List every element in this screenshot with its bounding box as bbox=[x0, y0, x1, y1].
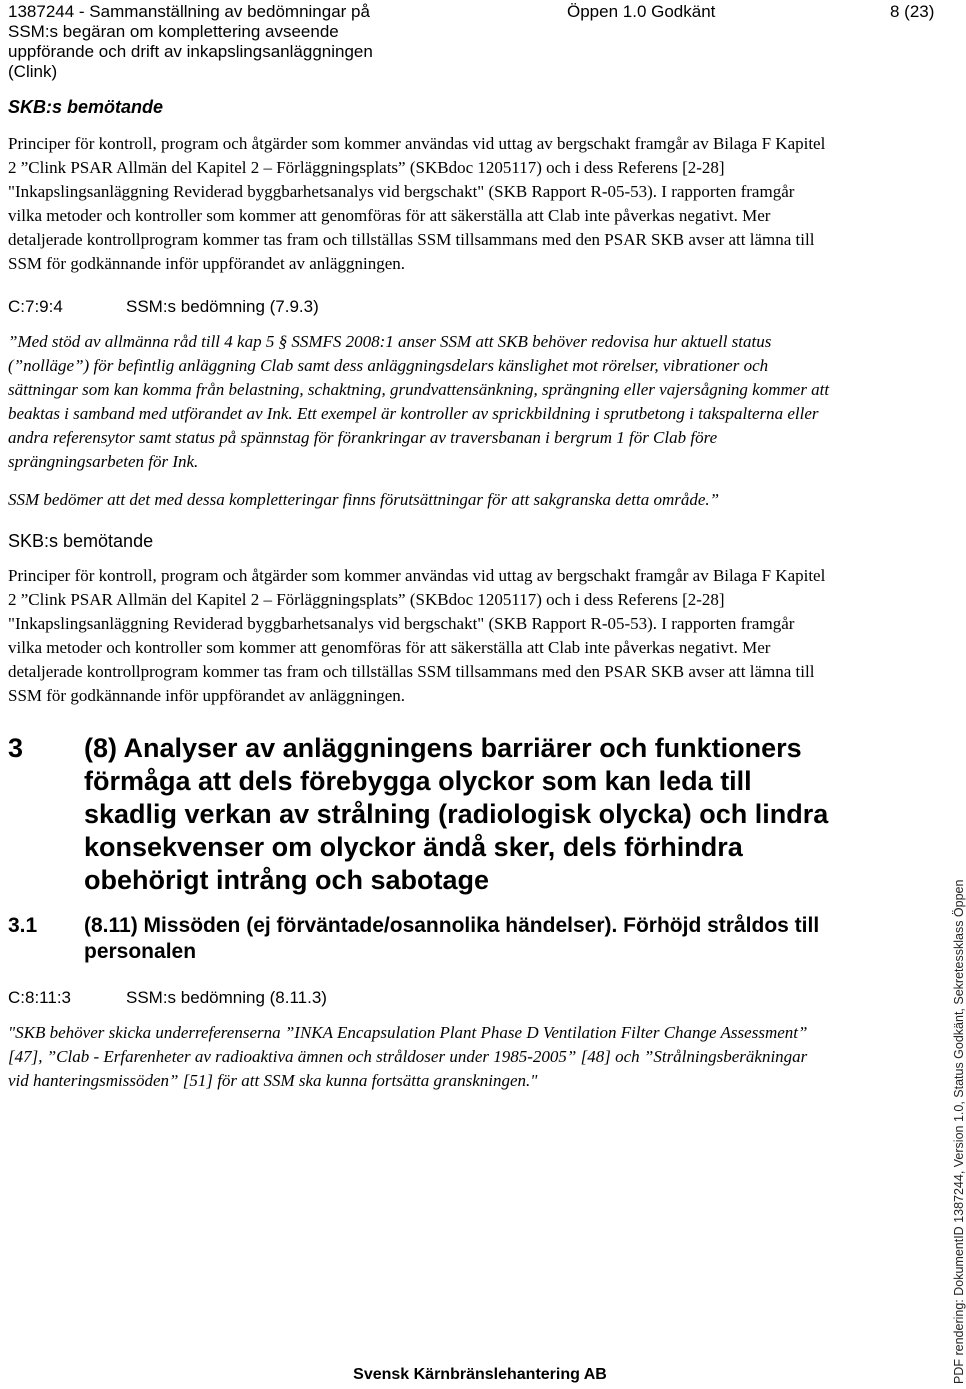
header-title-line-4: (Clink) bbox=[8, 62, 58, 81]
block2-paragraph: Principer för kontroll, program och åtgärder som kommer användas vid uttag av bergschakt framgår av Bilaga F Kapitel 2 ”Clink PSAR Allmän del Kapitel 2 – Förläggningsplats” (SKBdoc 1205117) och i dess Referens [2-28] "Inkapslingsanläggning Reviderad byggbarhetsanalys vid bergschakt" (SKB Rapport R-05-53). I rapporten framgår vilka metoder och kontroller som kommer att genomföras för att säkerställa att Clab inte påverkas negativt. Mer detaljerade kontrollprogram kommer tas fram och tillställas SSM tillsammans med den PSAR SKB avser att lämna till SSM för godkännande inför uppförandet av anläggningen. bbox=[8, 566, 826, 705]
section-3-1-number: 3.1 bbox=[8, 914, 38, 937]
block2-heading: SKB:s bemötande bbox=[8, 531, 154, 551]
page-content bbox=[8, 96, 830, 1093]
assessment2-heading bbox=[8, 987, 830, 1009]
block1-heading: SKB:s bemötande bbox=[8, 97, 164, 117]
header-title-line-3: uppförande och drift av inkapslingsanläggningen bbox=[8, 42, 373, 61]
section-3-heading bbox=[8, 732, 830, 897]
block1-paragraph: Principer för kontroll, program och åtgärder som kommer användas vid uttag av bergschakt framgår av Bilaga F Kapitel 2 ”Clink PSAR Allmän del Kapitel 2 – Förläggningsplats” (SKBdoc 1205117) och i dess Referens [2-28] "Inkapslingsanläggning Reviderad byggbarhetsanalys vid bergschakt" (SKB Rapport R-05-53). I rapporten framgår vilka metoder och kontroller som kommer att genomföras för att säkerställa att Clab inte påverkas negativt. Mer detaljerade kontrollprogram kommer tas fram och tillställas SSM tillsammans med den PSAR SKB avser att lämna till SSM för godkännande inför uppförandet av anläggningen. bbox=[8, 134, 826, 273]
header-status: Öppen 1.0 Godkänt bbox=[567, 2, 716, 21]
assessment1-code: C:7:9:4 bbox=[8, 297, 63, 316]
page-footer: Svensk Kärnbränslehantering AB bbox=[353, 1366, 607, 1383]
document-header bbox=[8, 2, 568, 82]
section-3-1-title: (8.11) Missöden (ej förväntade/osannolika händelser). Förhöjd stråldos till personalen bbox=[84, 914, 820, 963]
assessment1-quote-paragraph-1: ”Med stöd av allmänna råd till 4 kap 5 § SSMFS 2008:1 anser SSM att SKB behöver redovisa hur aktuell status (”nolläge”) för befintlig anläggning Clab samt dess anläggningsdelars känslighet mot rörelser, vibrationer och sättningar som kan komma från belastning, schaktning, grundvattensänkning, sprängning eller vajersågning kommer att beaktas i samband med utförandet av Ink. Ett exempel är kontroller av sprickbildning i sprutbetong i takspalterna eller andra referensytor samt status på spännstag för förankringar av traversbanan i bergrum 1 för Clab före sprängningsarbeten för Ink. bbox=[8, 332, 830, 471]
assessment1-heading bbox=[8, 296, 830, 318]
header-page-number: 8 (23) bbox=[890, 2, 935, 21]
assessment1-quote-paragraph-2: SSM bedömer att det med dessa kompletteringar finns förutsättningar för att sakgranska detta område.” bbox=[8, 490, 720, 509]
assessment1-title: SSM:s bedömning (7.9.3) bbox=[126, 297, 319, 316]
section-3-number: 3 bbox=[8, 733, 24, 763]
assessment2-quote: "SKB behöver skicka underreferenserna ”INKA Encapsulation Plant Phase D Ventilation Filter Change Assessment” [47], ”Clab - Erfarenheter av radioaktiva ämnen och stråldoser under 1985-2005” [48] och ”Strålningsberäkningar vid hanteringsmissöden” [51] för att SSM ska kunna fortsätta granskningen." bbox=[8, 1023, 808, 1090]
header-title-line-2: SSM:s begäran om komplettering avseende bbox=[8, 22, 339, 41]
header-title-line-1: 1387244 - Sammanställning av bedömningar på bbox=[8, 2, 370, 21]
section-3-title: (8) Analyser av anläggningens barriärer och funktioners förmåga att dels förebygga olyckor som kan leda till skadlig verkan av strålning (radiologisk olycka) och lindra konsekvenser om olyckor ändå sker, dels förhindra obehörigt intrång och sabotage bbox=[84, 733, 829, 895]
assessment2-code: C:8:11:3 bbox=[8, 988, 72, 1007]
assessment2-title: SSM:s bedömning (8.11.3) bbox=[126, 988, 327, 1007]
pdf-rendering-note: PDF rendering: DokumentID 1387244, Version 1.0, Status Godkänt, Sekretessklass Öppen bbox=[952, 879, 966, 1384]
section-3-1-heading bbox=[8, 913, 830, 965]
